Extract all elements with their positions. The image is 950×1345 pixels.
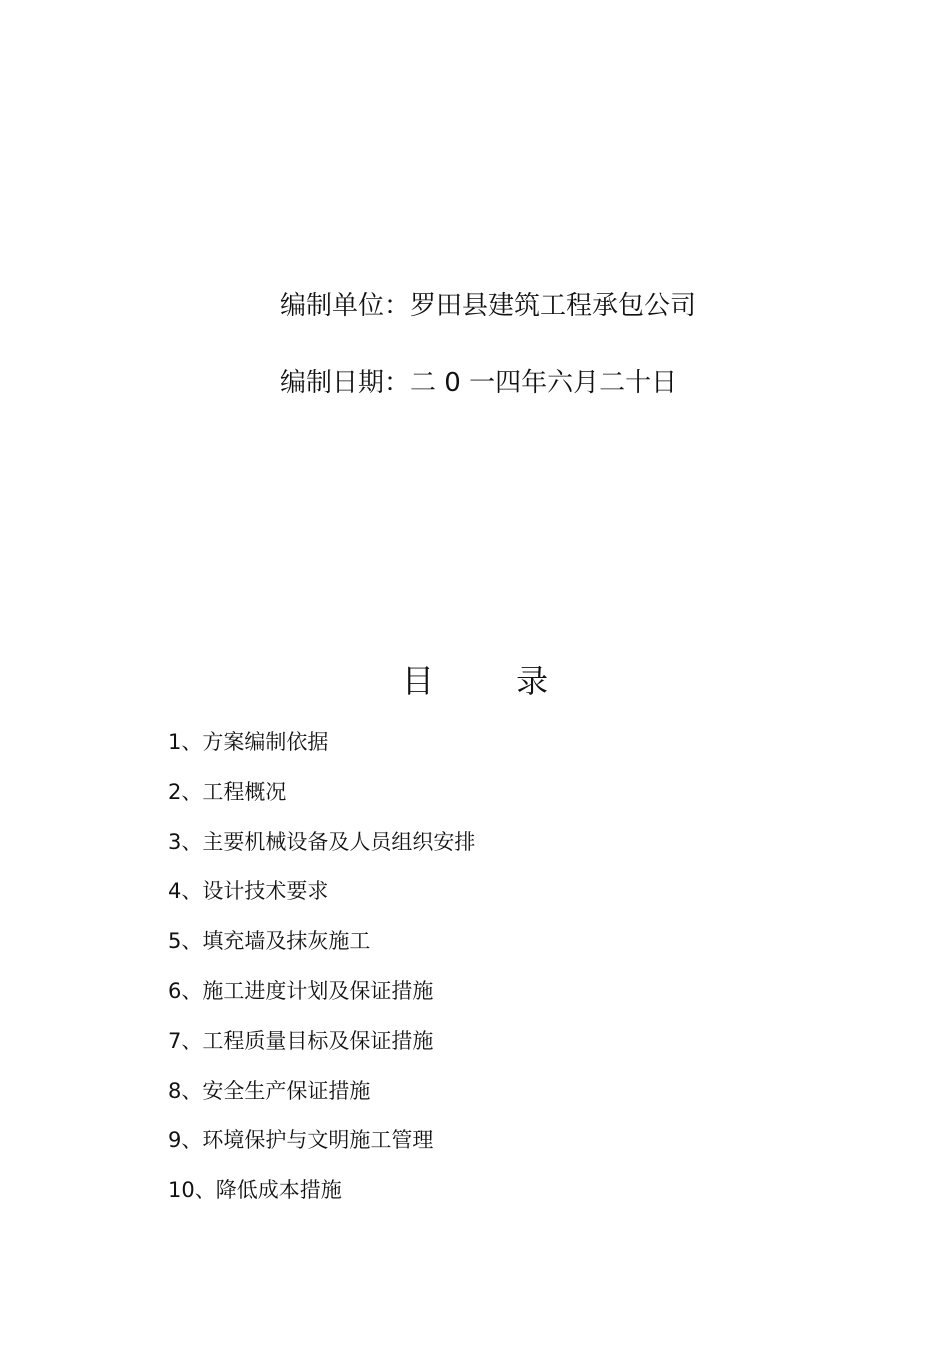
toc-item-text: 降低成本措施 xyxy=(215,1178,342,1203)
toc-item-text: 安全生产保证措施 xyxy=(202,1078,371,1103)
toc-item-number: 8、 xyxy=(168,1078,203,1103)
toc-item xyxy=(168,1026,475,1076)
toc-item-text: 施工进度计划及保证措施 xyxy=(202,978,434,1003)
toc-item-number: 9、 xyxy=(168,1128,203,1153)
toc-item xyxy=(168,1125,475,1175)
toc-item xyxy=(168,1175,475,1225)
compiling-unit-label: 编制单位： xyxy=(280,291,411,321)
toc-item xyxy=(168,976,475,1026)
toc-item-text: 工程质量目标及保证措施 xyxy=(202,1028,434,1053)
toc-item xyxy=(168,876,475,926)
toc-item-text: 方案编制依据 xyxy=(202,730,329,754)
toc-item-text: 工程概况 xyxy=(202,779,287,804)
compiling-date-line xyxy=(280,366,677,400)
compiling-unit-value: 罗田县建筑工程承包公司 xyxy=(410,291,697,321)
toc-item-number: 10、 xyxy=(168,1178,216,1203)
compiling-date-label: 编制日期： xyxy=(280,368,411,398)
compiling-unit-line xyxy=(280,289,696,323)
toc-item-number: 1、 xyxy=(168,730,203,754)
toc-item-text: 主要机械设备及人员组织安排 xyxy=(202,829,476,854)
toc-item xyxy=(168,827,475,877)
toc-item-number: 6、 xyxy=(168,978,203,1003)
toc-item-number: 5、 xyxy=(168,929,203,954)
toc-item xyxy=(168,777,475,827)
toc-item-number: 3、 xyxy=(168,829,203,854)
toc-item xyxy=(168,926,475,976)
toc-list xyxy=(168,727,475,1225)
toc-item-number: 4、 xyxy=(168,879,203,904)
toc-item-text: 设计技术要求 xyxy=(202,879,329,904)
toc-item xyxy=(168,1076,475,1126)
toc-item-text: 环境保护与文明施工管理 xyxy=(202,1128,434,1153)
toc-item-number: 7、 xyxy=(168,1028,203,1053)
compiling-date-value: 二 0 一四年六月二十日 xyxy=(410,368,678,398)
toc-item xyxy=(168,727,475,777)
toc-item-number: 2、 xyxy=(168,779,203,804)
toc-item-text: 填充墙及抹灰施工 xyxy=(202,929,371,954)
toc-title: 目 录 xyxy=(401,662,585,700)
